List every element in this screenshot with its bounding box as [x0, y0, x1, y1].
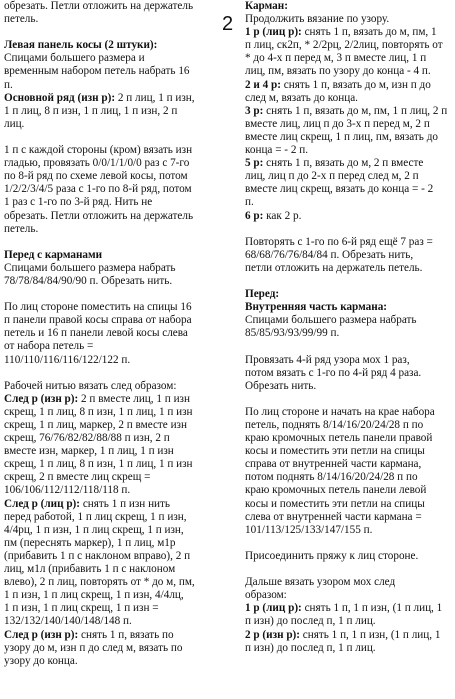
- body-text: справа от внутренней части кармана,: [245, 458, 422, 471]
- text-line: [245, 432, 451, 445]
- body-text: 4/4рц, 1 п изн, 1 п лиц скрещ, 1 п изн,: [4, 523, 184, 536]
- text-line: [4, 406, 226, 419]
- paragraph: [245, 550, 451, 563]
- body-text: снять 1 п, вязать до м, изн п до: [280, 78, 431, 91]
- text-line: [4, 118, 226, 131]
- body-text: п.: [245, 196, 254, 209]
- text-line: [245, 327, 451, 340]
- body-text: снять 1 п, вязать до м, пм, 1: [301, 26, 437, 39]
- text-line: [4, 105, 226, 118]
- text-line: [4, 498, 226, 511]
- body-text: скрещ, 1 п лиц, маркер, 2 п вместе изн: [4, 419, 187, 431]
- bold-text: Перед:: [245, 288, 280, 301]
- text-line: [4, 511, 226, 524]
- text-line: [4, 183, 226, 196]
- body-text: Присоединить пряжу к лиц стороне.: [245, 549, 419, 562]
- body-text: 110/110/116/116/122/122 п.: [4, 353, 131, 366]
- text-line: [245, 576, 451, 589]
- body-text: 1 п с каждой стороны (кром) вязать изн: [4, 144, 193, 157]
- body-text: 106/106/112/112/118/118 п.: [4, 484, 131, 497]
- text-line: [245, 406, 451, 419]
- text-line: [4, 354, 226, 367]
- text-line: [4, 524, 226, 537]
- text-line: [245, 511, 451, 524]
- bold-text: 6 р:: [245, 209, 264, 222]
- body-text: перед работой, 1 п лиц скрещ, 1 п изн,: [4, 510, 187, 523]
- text-line: [4, 589, 226, 602]
- text-line: [4, 170, 226, 183]
- text-line: [245, 524, 451, 537]
- body-text: краю кромочных петель панели правой: [245, 432, 433, 445]
- body-text: пм (переснять маркер), 1 п лиц, м1р: [4, 536, 176, 549]
- text-line: [4, 419, 226, 432]
- text-line: [245, 144, 451, 157]
- text-line: [245, 39, 451, 52]
- text-line: [245, 642, 451, 655]
- text-line: [4, 340, 226, 353]
- body-text: петель.: [4, 13, 39, 26]
- text-line: [4, 301, 226, 314]
- body-text: Спицами большего размера набрать: [245, 314, 417, 327]
- body-text: скрещ, 1 п лиц, 8 п изн, 1 п лиц, 1 п изн: [4, 458, 193, 471]
- text-line: [4, 327, 226, 340]
- text-line: [245, 314, 451, 327]
- text-line: [245, 249, 451, 262]
- body-text: лиц, м1л (прибавить 1 п с наклоном: [4, 563, 176, 576]
- body-text: Дальше вязать узором мох след: [245, 576, 396, 589]
- body-text: петли отложить на держатель петель.: [245, 261, 423, 274]
- body-text: 1 п лиц, 8 п изн, 1 п лиц, 1 п изн, 2 п: [4, 104, 178, 117]
- body-text: временным набором петель набрать 16: [4, 65, 190, 78]
- body-text: скрещ, 2 п вместе лиц скрещ =: [4, 471, 151, 484]
- body-text: косы и поместить эти петли на спицы: [245, 445, 425, 458]
- body-text: 78/78/84/84/90/90 п. Обрезать нить.: [4, 274, 173, 287]
- body-text: По лиц стороне поместить на спицы 16: [4, 301, 192, 314]
- text-line: [245, 380, 451, 393]
- body-text: петель, поднять 8/14/16/20/24/28 п по: [245, 419, 424, 431]
- body-text: 1 раз с 1-го по 3-й ряд. Нить не: [4, 196, 153, 209]
- body-text: вместе лиц, лиц п до 3-х п перед м, 2 п: [245, 117, 430, 130]
- paragraph: [245, 354, 451, 393]
- text-line: [4, 196, 226, 209]
- text-line: [4, 602, 226, 615]
- body-text: петель.: [4, 222, 39, 235]
- text-line: [4, 380, 226, 393]
- body-text: по 8-й ряд по схеме левой косы, потом: [4, 170, 188, 183]
- body-text: образом:: [245, 589, 287, 602]
- bold-text: 3 р:: [245, 104, 264, 117]
- body-text: конца = - 2 п.: [245, 144, 309, 157]
- text-line: [4, 537, 226, 550]
- body-text: слева от внутренней части кармана =: [245, 510, 422, 523]
- text-line: [4, 223, 226, 236]
- paragraph: [4, 39, 226, 131]
- text-line: [245, 236, 451, 249]
- body-text: снять 1 п, 1 п изн, (1 п лиц, 1: [300, 628, 441, 641]
- body-text: Спицами большего размера и: [4, 52, 145, 65]
- text-line: [4, 92, 226, 105]
- text-line: [4, 629, 226, 642]
- text-line: [4, 52, 226, 65]
- body-text: снять 1 п, вязать по: [78, 628, 174, 641]
- body-text: п.: [4, 78, 13, 91]
- body-text: 2 п лиц, 1 п изн,: [115, 91, 195, 104]
- text-line: [4, 550, 226, 563]
- text-line: [245, 92, 451, 105]
- paragraph: [4, 0, 226, 26]
- bold-text: Основной ряд (изн р):: [4, 91, 116, 104]
- text-line: [245, 52, 451, 65]
- text-line: [245, 445, 451, 458]
- text-line: [4, 563, 226, 576]
- text-line: [4, 655, 226, 668]
- text-line: [4, 39, 226, 52]
- text-line: [245, 550, 451, 563]
- text-line: [4, 314, 226, 327]
- body-text: снять 1 п, вязать до м, пм, 1 п лиц, 2 п: [263, 104, 448, 117]
- right-column: [245, 0, 451, 668]
- paragraph: [4, 301, 226, 366]
- body-text: снять 1 п, вязать до м, 2 п вместе: [263, 157, 424, 170]
- body-text: 68/68/76/76/84/84 п. Обрезать нить,: [245, 248, 414, 261]
- bold-text: След р (лиц р):: [4, 497, 81, 510]
- body-text: вместе лиц скрещ, 1 п лиц, пм, вязать до: [245, 130, 438, 143]
- body-text: лиц, пм, вязать по узору до конца - 4 п.: [245, 65, 431, 78]
- bold-text: След р (изн р):: [4, 392, 79, 405]
- text-line: [4, 144, 226, 157]
- paragraph: [245, 0, 451, 223]
- body-text: * до 4-х п перед м, 3 п вместе лиц, 1 п: [245, 52, 427, 65]
- bold-text: 2 р (изн р):: [245, 628, 300, 641]
- text-line: [245, 210, 451, 223]
- page-number: 2: [222, 13, 234, 35]
- text-line: [245, 615, 451, 628]
- bold-text: 1 р (лиц р):: [245, 602, 302, 615]
- paragraph: [245, 406, 451, 537]
- paragraph: [245, 576, 451, 655]
- body-text: влево), 2 п лиц, повторять от * до м, пм,: [4, 576, 195, 589]
- body-text: Спицами большего размера набрать: [4, 261, 176, 274]
- text-line: [245, 262, 451, 275]
- body-text: 2 п вместе лиц, 1 п изн: [78, 392, 190, 405]
- body-text: скрещ, 76/76/82/82/88/88 п изн, 2 п: [4, 432, 170, 445]
- text-line: [245, 65, 451, 78]
- text-line: [4, 484, 226, 497]
- text-line: [4, 642, 226, 655]
- text-line: [245, 13, 451, 26]
- text-line: [245, 498, 451, 511]
- paragraph: [245, 288, 451, 340]
- body-text: потом поднять 8/14/16/20/24/28 п по: [245, 471, 418, 484]
- text-line: [4, 275, 226, 288]
- text-line: [4, 157, 226, 170]
- body-text: 85/85/93/93/99/99 п.: [245, 327, 340, 340]
- text-line: [245, 131, 451, 144]
- body-text: Продолжить вязание по узору.: [245, 13, 390, 26]
- text-line: [245, 118, 451, 131]
- body-text: косы и поместить эти петли на спицы: [245, 497, 425, 510]
- body-text: вместе изн, маркер, 1 п лиц, 1 п изн: [4, 445, 174, 458]
- body-text: потом вязать с 1-го по 4-й ряд 4 раза.: [245, 366, 422, 379]
- text-line: [245, 0, 451, 13]
- body-text: снять 1 п изн нить: [80, 497, 171, 510]
- body-text: 1 п изн, 1 п лиц скрещ, 1 п изн, 4/4лц,: [4, 589, 184, 602]
- bold-text: Внутренняя часть кармана:: [245, 301, 388, 314]
- bold-text: 2 и 4 р:: [245, 78, 281, 91]
- text-line: [245, 354, 451, 367]
- body-text: Повторять с 1-го по 6-й ряд ещё 7 раз =: [245, 235, 433, 248]
- body-text: след м, вязать до конца.: [245, 91, 358, 104]
- paragraph: [245, 236, 451, 275]
- text-line: [245, 458, 451, 471]
- text-line: [245, 288, 451, 301]
- text-line: [4, 445, 226, 458]
- text-line: [245, 26, 451, 39]
- body-text: (прибавить 1 п с наклоном вправо), 2 п: [4, 549, 191, 562]
- text-line: [245, 471, 451, 484]
- text-line: [4, 65, 226, 78]
- body-text: Рабочей нитью вязать след образом:: [4, 379, 177, 392]
- text-line: [4, 262, 226, 275]
- body-text: вместе лиц скрещ, вязать до конца = - 2: [245, 183, 434, 196]
- text-line: [4, 471, 226, 484]
- text-line: [4, 210, 226, 223]
- text-line: [4, 458, 226, 471]
- text-line: [245, 183, 451, 196]
- bold-text: Перед с карманами: [4, 248, 103, 261]
- body-text: Обрезать нить.: [245, 379, 317, 392]
- body-text: 132/132/140/140/148/148 п.: [4, 615, 132, 628]
- body-text: п изн) до послед п, 1 п лиц.: [245, 615, 376, 628]
- body-text: 101/113/125/133/147/155 п.: [245, 523, 373, 536]
- paragraph: [4, 249, 226, 288]
- body-text: п изн) до послед п, 1 п лиц.: [245, 641, 376, 654]
- text-line: [245, 105, 451, 118]
- body-text: 1 п изн, 1 п лиц скрещ, 1 п изн =: [4, 602, 159, 615]
- text-line: [245, 629, 451, 642]
- bold-text: След р (изн р):: [4, 628, 79, 641]
- paragraph: [4, 380, 226, 668]
- body-text: узору до конца.: [4, 654, 78, 667]
- body-text: лиц, лиц п до 2-х п перед след м, 2 п: [245, 170, 419, 183]
- bold-text: Левая панель косы (2 штуки):: [4, 39, 158, 52]
- body-text: краю кромочных петель панели левой: [245, 484, 427, 497]
- body-text: обрезать. Петли отложить на держатель: [4, 209, 194, 222]
- paragraph: [4, 144, 226, 236]
- left-column: [4, 0, 226, 681]
- text-line: [245, 602, 451, 615]
- body-text: По лиц стороне и начать на крае набора: [245, 405, 435, 418]
- text-line: [4, 249, 226, 262]
- text-line: [245, 419, 451, 432]
- text-line: [245, 170, 451, 183]
- body-text: петель и 16 п панели левой косы слева: [4, 327, 188, 340]
- text-line: [245, 301, 451, 314]
- text-line: [245, 484, 451, 497]
- body-text: Провязать 4-й ряд узора мох 1 раз,: [245, 353, 410, 366]
- bold-text: Карман:: [245, 0, 288, 12]
- body-text: гладью, провязать 0/0/1/1/0/0 раз с 7-го: [4, 157, 190, 170]
- bold-text: 5 р:: [245, 157, 264, 170]
- body-text: скрещ, 1 п лиц, 8 п изн, 1 п лиц, 1 п изн: [4, 405, 193, 418]
- text-line: [4, 615, 226, 628]
- bold-text: 1 р (лиц р):: [245, 26, 302, 39]
- body-text: п панели правой косы справа от набора: [4, 314, 192, 327]
- text-line: [4, 79, 226, 92]
- text-line: [4, 0, 226, 13]
- body-text: от набора петель =: [4, 340, 94, 353]
- body-text: п лиц, ск2п, * 2/2рц, 2/2лиц, повторять от: [245, 39, 443, 52]
- body-text: 1/2/2/3/4/5 раза с 1-го по 8-й ряд, потом: [4, 183, 192, 196]
- text-line: [245, 367, 451, 380]
- text-line: [245, 589, 451, 602]
- text-line: [245, 157, 451, 170]
- body-text: как 2 р.: [263, 209, 302, 222]
- text-line: [4, 13, 226, 26]
- body-text: узору до м, изн п до след м, вязать по: [4, 641, 183, 654]
- body-text: лиц.: [4, 117, 25, 130]
- body-text: снять 1 п, 1 п изн, (1 п лиц, 1: [301, 602, 443, 615]
- text-line: [245, 196, 451, 209]
- text-line: [4, 393, 226, 406]
- body-text: обрезать. Петли отложить на держатель: [4, 0, 194, 12]
- text-line: [245, 79, 451, 92]
- text-line: [4, 576, 226, 589]
- text-line: [4, 432, 226, 445]
